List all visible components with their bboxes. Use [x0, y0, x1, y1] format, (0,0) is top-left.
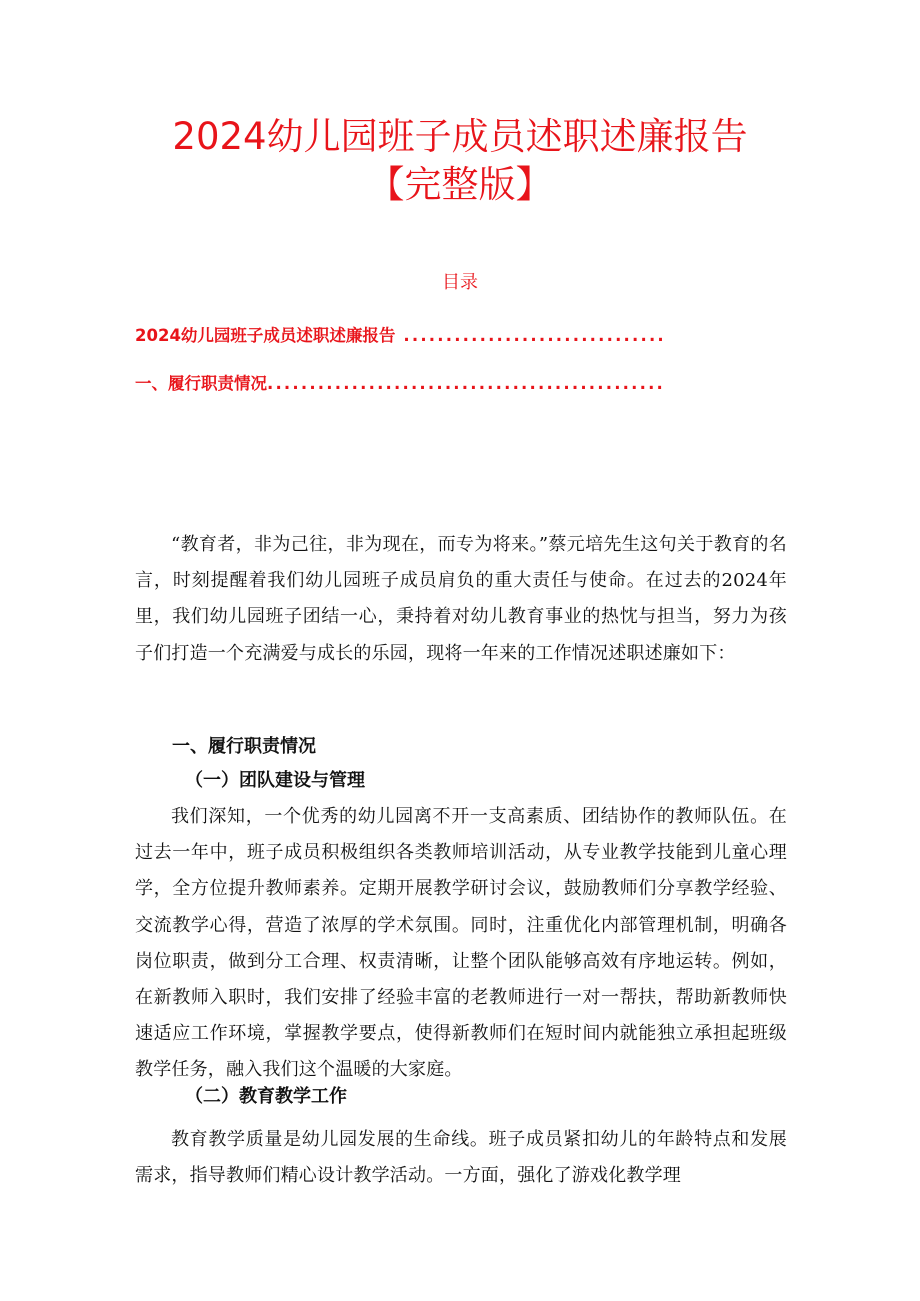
- toc-heading: 目录: [442, 272, 478, 293]
- toc-leader-dots: ...............................: [395, 326, 666, 345]
- subsection-heading-team: （一）团队建设与管理: [185, 770, 365, 791]
- paragraph-teaching-work: 教育教学质量是幼儿园发展的生命线。班子成员紧扣幼儿的年龄特点和发展需求，指导教师们精心设计教学活动。一方面，强化了游戏化教学理: [135, 1129, 787, 1187]
- intro-paragraph: “教育者，非为己往，非为现在，而专为将来。”蔡元培先生这句关于教育的名言，时刻提醒着我们幼儿园班子成员肩负的重大责任与使命。在过去的2024年里，我们幼儿园班子团结一心，秉持着对幼儿教育事业的热忱与担当，努力为孩子们打造一个充满爱与成长的乐园，现将一年来的工作情况述职述廉如下：: [135, 534, 787, 664]
- toc-entry-label: 一、履行职责情况: [135, 374, 267, 393]
- section-heading-duties: 一、履行职责情况: [172, 736, 316, 757]
- toc-entry-duties[interactable]: [135, 370, 763, 398]
- toc-entry-label: 2024幼儿园班子成员述职述廉报告: [135, 326, 396, 345]
- paragraph-team-building: 我们深知，一个优秀的幼儿园离不开一支高素质、团结协作的教师队伍。在过去一年中，班子成员积极组织各类教师培训活动，从专业教学技能到儿童心理学，全方位提升教师素养。定期开展教学研讨会议，鼓励教师们分享教学经验、交流教学心得，营造了浓厚的学术氛围。同时，注重优化内部管理机制，明确各岗位职责，做到分工合理、权责清晰，让整个团队能够高效有序地运转。例如，在新教师入职时，我们安排了经验丰富的老教师进行一对一帮扶，帮助新教师快速适应工作环境，掌握教学要点，使得新教师们在短时间内就能独立承担起班级教学任务，融入我们这个温暖的大家庭。: [135, 806, 787, 1081]
- document-title-suffix: 【完整版】: [367, 163, 553, 206]
- toc-entry-report[interactable]: [135, 322, 763, 350]
- document-title: 2024幼儿园班子成员述职述廉报告: [172, 115, 748, 158]
- toc-leader-dots: ...............................................: [267, 374, 665, 393]
- subsection-heading-teaching: （二）教育教学工作: [185, 1086, 347, 1107]
